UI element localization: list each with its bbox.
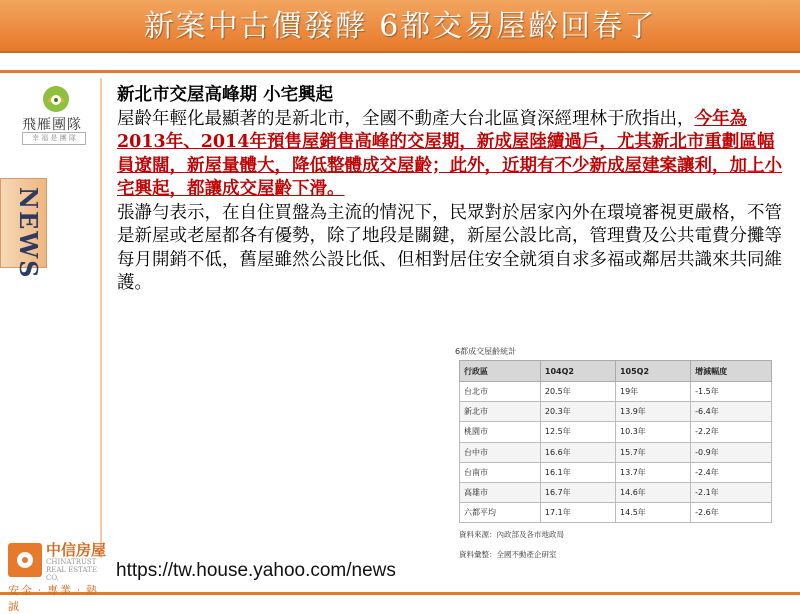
company-english-name: CHINATRUST REAL ESTATE CO. xyxy=(46,558,97,582)
table-header-row xyxy=(460,361,772,382)
column-header: 105Q2 xyxy=(615,361,690,382)
table-cell: 台中市 xyxy=(460,442,541,462)
table-cell: 20.3年 xyxy=(540,402,615,422)
table-organizer-note: 資料彙整：全國不動產企研室 xyxy=(459,550,557,560)
table-row xyxy=(460,382,772,402)
table-cell: 六都平均 xyxy=(460,503,541,523)
table-row xyxy=(460,462,772,482)
team-brand-logo xyxy=(8,84,96,154)
paragraph-1-highlight: 今年為2013年、2014年預售屋銷售高峰的交屋期，新成屋陸續過戶，尤其新北市重劃區幅員遼闊，新屋量體大，降低整體成交屋齡；此外，近期有不少新成屋建案讓利，加上小宅興起，都讓成交屋齡下滑。 xyxy=(117,108,782,199)
table-cell: 13.7年 xyxy=(615,462,690,482)
page-title: 新案中古價發酵 6都交易屋齡回春了 xyxy=(0,0,800,53)
table-cell: 19年 xyxy=(615,382,690,402)
table-cell: 15.7年 xyxy=(615,442,690,462)
news-label: NEWS xyxy=(14,187,43,280)
table-cell: -2.4年 xyxy=(691,462,772,482)
stat-figure xyxy=(455,346,785,563)
source-url: https://tw.house.yahoo.com/news xyxy=(116,560,396,581)
brand-motto: 幸 福 是 團 隊 xyxy=(22,132,86,145)
table-cell: 新北市 xyxy=(460,402,541,422)
table-row xyxy=(460,422,772,442)
table-cell: -2.6年 xyxy=(691,503,772,523)
table-cell: -0.9年 xyxy=(691,442,772,462)
column-header: 增減幅度 xyxy=(691,361,772,382)
paragraph-1-text: 屋齡年輕化最顯著的是新北市，全國不動產大台北區資深經理林于欣指出， xyxy=(117,108,695,129)
column-header: 104Q2 xyxy=(540,361,615,382)
article-heading: 新北市交屋高峰期 小宅興起 xyxy=(117,85,334,105)
goose-icon xyxy=(41,84,71,114)
table-cell: 台北市 xyxy=(460,382,541,402)
brand-name: 飛雁團隊 xyxy=(22,117,82,133)
table-cell: 桃園市 xyxy=(460,422,541,442)
table-cell: 12.5年 xyxy=(540,422,615,442)
column-header: 行政區 xyxy=(460,361,541,382)
table-cell: 17.1年 xyxy=(540,503,615,523)
company-logo xyxy=(8,540,108,613)
table-cell: -2.1年 xyxy=(691,482,772,502)
stat-table-title: 6都成交屋齡統計 xyxy=(455,347,517,356)
company-tagline: 安全‧專業‧熱誠 xyxy=(8,584,99,613)
table-cell: 14.5年 xyxy=(615,503,690,523)
article-body xyxy=(117,84,787,296)
article-paragraph-2: 張瀞勻表示，在自住買盤為主流的情況下，民眾對於居家內外在環境審視更嚴格，不管是新屋或老屋都各有優勢，除了地段是關鍵，新屋公設比高，管理費及公共電費分攤等每月開銷不低，舊屋雖然公設比低、但相對居住安全就須自求多福或鄰居共識來共同維護。 xyxy=(117,202,782,293)
table-cell: -6.4年 xyxy=(691,402,772,422)
table-cell: -2.2年 xyxy=(691,422,772,442)
table-cell: 16.1年 xyxy=(540,462,615,482)
table-cell: -1.5年 xyxy=(691,382,772,402)
table-row xyxy=(460,402,772,422)
table-source-note: 資料來源：內政部及各市地政局 xyxy=(459,530,564,540)
table-row xyxy=(460,503,772,523)
house-logo-icon xyxy=(8,543,42,577)
table-cell: 10.3年 xyxy=(615,422,690,442)
stat-table xyxy=(459,360,772,523)
news-side-tab xyxy=(0,178,47,280)
left-divider xyxy=(100,78,102,558)
company-name: 中信房屋 xyxy=(46,541,107,559)
table-cell: 13.9年 xyxy=(615,402,690,422)
table-cell: 20.5年 xyxy=(540,382,615,402)
table-cell: 16.6年 xyxy=(540,442,615,462)
article-paragraph-1 xyxy=(117,108,787,202)
bottom-divider xyxy=(0,592,800,595)
table-cell: 高雄市 xyxy=(460,482,541,502)
top-divider xyxy=(0,70,800,73)
table-cell: 台南市 xyxy=(460,462,541,482)
table-cell: 14.6年 xyxy=(615,482,690,502)
table-row xyxy=(460,442,772,462)
table-row xyxy=(460,482,772,502)
table-cell: 16.7年 xyxy=(540,482,615,502)
